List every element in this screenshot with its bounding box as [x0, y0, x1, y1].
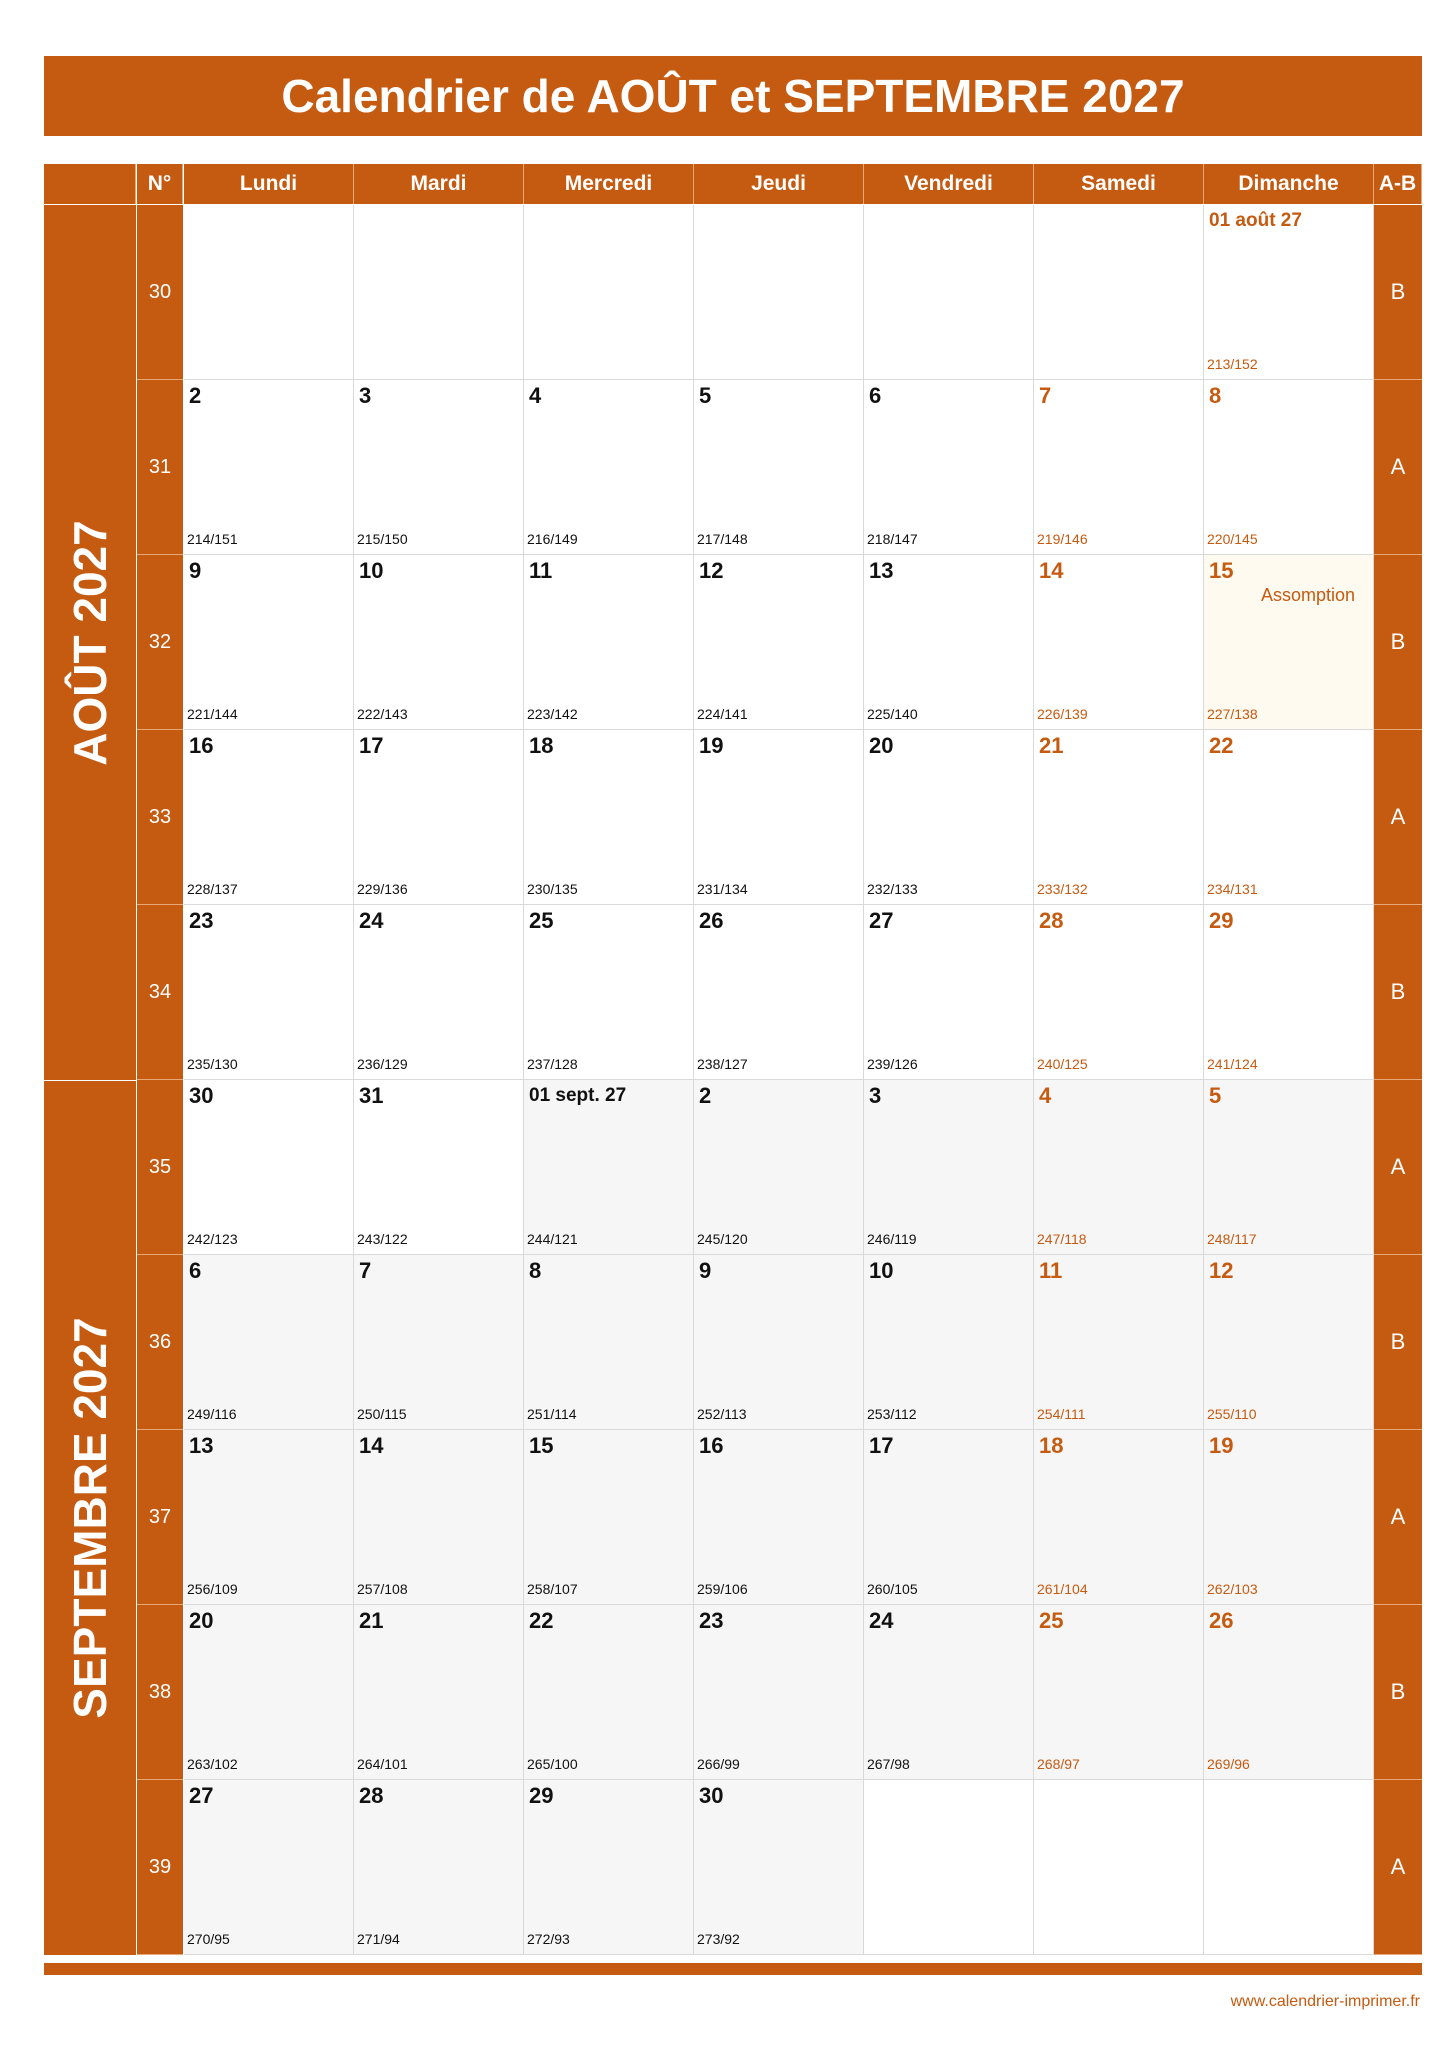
day-number: 30 [189, 1083, 214, 1108]
day-of-year: 262/103 [1207, 1581, 1258, 1597]
day-of-year: 226/139 [1037, 706, 1088, 722]
day-cell[interactable] [1204, 380, 1374, 555]
day-number: 11 [529, 558, 553, 583]
week-number: 34 [137, 905, 183, 1080]
day-cell [864, 1780, 1034, 1955]
day-cell[interactable] [184, 1605, 354, 1780]
day-of-year: 228/137 [187, 881, 238, 897]
day-number: 7 [1039, 383, 1052, 408]
day-cell[interactable] [524, 1255, 694, 1430]
day-of-year: 239/126 [867, 1056, 918, 1072]
day-cell[interactable] [1204, 1080, 1374, 1255]
day-cell [864, 205, 1034, 380]
day-cell[interactable] [354, 905, 524, 1080]
day-of-year: 264/101 [357, 1756, 408, 1772]
day-cell[interactable] [1204, 905, 1374, 1080]
week-number: 38 [137, 1605, 183, 1780]
week-number: 39 [137, 1780, 183, 1955]
day-of-year: 215/150 [357, 531, 408, 547]
day-of-year: 267/98 [867, 1756, 910, 1772]
day-number: 4 [1039, 1083, 1052, 1108]
day-cell [694, 205, 864, 380]
day-number: 15 [1209, 558, 1234, 583]
day-cell [184, 205, 354, 380]
day-number: 30 [699, 1783, 724, 1808]
day-number: 16 [699, 1433, 724, 1458]
day-of-year: 238/127 [697, 1056, 748, 1072]
day-cell[interactable] [1034, 1605, 1204, 1780]
day-cell[interactable] [694, 555, 864, 730]
day-of-year: 220/145 [1207, 531, 1258, 547]
day-cell[interactable] [354, 380, 524, 555]
day-of-year: 269/96 [1207, 1756, 1250, 1772]
day-of-year: 216/149 [527, 531, 578, 547]
day-number: 18 [529, 733, 554, 758]
day-cell[interactable] [1034, 1255, 1204, 1430]
day-number: 10 [869, 1258, 894, 1283]
day-number: 16 [189, 733, 214, 758]
day-of-year: 273/92 [697, 1931, 740, 1947]
week-ab-label: B [1374, 205, 1422, 380]
day-number: 29 [1209, 908, 1234, 933]
day-number: 19 [1209, 1433, 1234, 1458]
day-of-year: 258/107 [527, 1581, 578, 1597]
day-of-year: 240/125 [1037, 1056, 1088, 1072]
week-number: 36 [137, 1255, 183, 1430]
day-number: 6 [189, 1258, 202, 1283]
day-of-year: 265/100 [527, 1756, 578, 1772]
day-cell[interactable] [864, 905, 1034, 1080]
day-number: 25 [1039, 1608, 1064, 1633]
week-number: 32 [137, 555, 183, 730]
day-of-year: 271/94 [357, 1931, 400, 1947]
day-cell[interactable] [354, 1780, 524, 1955]
week-ab-label: B [1374, 905, 1422, 1080]
day-cell[interactable] [1204, 730, 1374, 905]
month-label-august [44, 205, 136, 1080]
week-number: 33 [137, 730, 183, 905]
day-cell[interactable] [1034, 380, 1204, 555]
calendar-title: Calendrier de AOÛT et SEPTEMBRE 2027 [44, 56, 1422, 136]
day-number: 13 [869, 558, 894, 583]
day-cell[interactable] [354, 1080, 524, 1255]
day-cell [524, 205, 694, 380]
day-number: 7 [359, 1258, 372, 1283]
holiday-name: Assomption [1260, 585, 1355, 605]
day-cell[interactable] [524, 380, 694, 555]
header-day-2: Mercredi [524, 164, 694, 204]
day-of-year: 227/138 [1207, 706, 1258, 722]
day-cell[interactable] [864, 730, 1034, 905]
day-number: 5 [699, 383, 712, 408]
day-of-year: 233/132 [1037, 881, 1088, 897]
day-of-year: 261/104 [1037, 1581, 1088, 1597]
week-ab-label: B [1374, 1255, 1422, 1430]
day-cell [1034, 1780, 1204, 1955]
day-number: 23 [189, 908, 214, 933]
day-of-year: 256/109 [187, 1581, 238, 1597]
day-of-year: 249/116 [187, 1406, 237, 1422]
day-cell[interactable] [864, 1430, 1034, 1605]
day-number: 3 [869, 1083, 882, 1108]
day-cell[interactable] [184, 905, 354, 1080]
day-number: 23 [699, 1608, 724, 1633]
week-number: 30 [137, 205, 183, 380]
day-cell[interactable] [694, 1430, 864, 1605]
day-cell[interactable] [694, 1605, 864, 1780]
header-blank [44, 164, 136, 204]
day-number: 12 [1209, 1258, 1234, 1283]
day-cell[interactable] [694, 1255, 864, 1430]
day-number: 9 [189, 558, 202, 583]
day-number: 01 août 27 [1209, 210, 1302, 231]
day-cell[interactable] [694, 1780, 864, 1955]
day-cell[interactable] [184, 555, 354, 730]
day-number: 24 [869, 1608, 894, 1633]
day-of-year: 223/142 [527, 706, 578, 722]
day-cell[interactable] [864, 1080, 1034, 1255]
day-cell [354, 205, 524, 380]
day-cell[interactable] [524, 730, 694, 905]
day-number: 28 [359, 1783, 384, 1808]
day-of-year: 263/102 [187, 1756, 238, 1772]
day-cell[interactable] [694, 1080, 864, 1255]
day-of-year: 224/141 [697, 706, 748, 722]
month-label-text: AOÛT 2027 [64, 519, 116, 766]
day-of-year: 260/105 [867, 1581, 918, 1597]
day-of-year: 218/147 [867, 531, 918, 547]
day-number: 6 [869, 383, 882, 408]
day-cell[interactable] [184, 1430, 354, 1605]
day-of-year: 236/129 [357, 1056, 408, 1072]
day-cell[interactable] [1204, 555, 1374, 730]
day-cell[interactable] [184, 730, 354, 905]
day-number: 20 [189, 1608, 214, 1633]
day-of-year: 251/114 [527, 1406, 577, 1422]
day-of-year: 213/152 [1207, 356, 1258, 372]
week-ab-label: B [1374, 1605, 1422, 1780]
day-of-year: 222/143 [357, 706, 408, 722]
day-cell[interactable] [1034, 1430, 1204, 1605]
day-number: 11 [1039, 1258, 1063, 1283]
day-cell[interactable] [1034, 730, 1204, 905]
bottom-bar [44, 1963, 1422, 1975]
day-cell[interactable] [1204, 205, 1374, 380]
day-of-year: 234/131 [1207, 881, 1258, 897]
day-number: 31 [359, 1083, 384, 1108]
day-number: 24 [359, 908, 384, 933]
day-of-year: 231/134 [697, 881, 748, 897]
day-of-year: 221/144 [187, 706, 238, 722]
day-cell[interactable] [694, 730, 864, 905]
day-number: 22 [529, 1608, 554, 1633]
day-number: 8 [529, 1258, 542, 1283]
day-cell[interactable] [864, 380, 1034, 555]
day-cell [1204, 1780, 1374, 1955]
day-number: 18 [1039, 1433, 1064, 1458]
day-cell[interactable] [694, 905, 864, 1080]
day-cell[interactable] [354, 1605, 524, 1780]
month-label-text: SEPTEMBRE 2027 [64, 1317, 116, 1719]
day-of-year: 237/128 [527, 1056, 578, 1072]
day-of-year: 248/117 [1207, 1231, 1257, 1247]
day-of-year: 230/135 [527, 881, 578, 897]
day-of-year: 241/124 [1207, 1056, 1258, 1072]
day-number: 19 [699, 733, 724, 758]
day-number: 14 [1039, 558, 1064, 583]
day-of-year: 219/146 [1037, 531, 1088, 547]
day-number: 26 [1209, 1608, 1234, 1633]
day-number: 12 [699, 558, 724, 583]
week-ab-label: A [1374, 1080, 1422, 1255]
week-ab-label: A [1374, 1430, 1422, 1605]
day-cell[interactable] [1034, 905, 1204, 1080]
day-number: 13 [189, 1433, 214, 1458]
day-of-year: 214/151 [187, 531, 238, 547]
day-cell[interactable] [524, 1605, 694, 1780]
day-number: 17 [359, 733, 384, 758]
day-number: 4 [529, 383, 542, 408]
day-cell[interactable] [184, 1255, 354, 1430]
day-of-year: 245/120 [697, 1231, 748, 1247]
day-cell[interactable] [184, 380, 354, 555]
day-of-year: 229/136 [357, 881, 408, 897]
week-ab-label: A [1374, 730, 1422, 905]
day-number: 8 [1209, 383, 1222, 408]
day-of-year: 246/119 [867, 1231, 917, 1247]
day-of-year: 232/133 [867, 881, 918, 897]
header-day-0: Lundi [184, 164, 354, 204]
day-of-year: 244/121 [527, 1231, 578, 1247]
day-of-year: 272/93 [527, 1931, 570, 1947]
day-of-year: 250/115 [357, 1406, 407, 1422]
day-number: 25 [529, 908, 554, 933]
day-of-year: 266/99 [697, 1756, 740, 1772]
day-of-year: 255/110 [1207, 1406, 1257, 1422]
day-cell[interactable] [524, 905, 694, 1080]
week-number: 35 [137, 1080, 183, 1255]
day-cell[interactable] [1034, 1080, 1204, 1255]
day-number: 26 [699, 908, 724, 933]
day-of-year: 270/95 [187, 1931, 230, 1947]
header-day-1: Mardi [354, 164, 524, 204]
day-number: 27 [869, 908, 894, 933]
day-cell[interactable] [524, 1080, 694, 1255]
day-number: 17 [869, 1433, 894, 1458]
day-cell[interactable] [864, 555, 1034, 730]
week-ab-label: B [1374, 555, 1422, 730]
day-of-year: 254/111 [1037, 1406, 1086, 1422]
day-of-year: 268/97 [1037, 1756, 1080, 1772]
header-day-6: Dimanche [1204, 164, 1374, 204]
footer-website[interactable]: www.calendrier-imprimer.fr [1230, 1993, 1420, 2010]
day-cell[interactable] [1204, 1255, 1374, 1430]
day-of-year: 225/140 [867, 706, 918, 722]
day-cell[interactable] [354, 555, 524, 730]
day-number: 10 [359, 558, 384, 583]
header-day-4: Vendredi [864, 164, 1034, 204]
day-of-year: 242/123 [187, 1231, 238, 1247]
day-cell[interactable] [354, 730, 524, 905]
day-of-year: 235/130 [187, 1056, 238, 1072]
day-cell[interactable] [524, 555, 694, 730]
day-number: 01 sept. 27 [529, 1085, 627, 1106]
day-number: 3 [359, 383, 372, 408]
day-cell[interactable] [694, 380, 864, 555]
day-number: 14 [359, 1433, 384, 1458]
day-cell[interactable] [1034, 555, 1204, 730]
day-number: 20 [869, 733, 894, 758]
day-cell[interactable] [354, 1255, 524, 1430]
day-cell[interactable] [184, 1780, 354, 1955]
day-cell[interactable] [864, 1605, 1034, 1780]
header-ab: A-B [1374, 164, 1422, 204]
day-of-year: 217/148 [697, 531, 748, 547]
day-cell[interactable] [524, 1780, 694, 1955]
day-of-year: 247/118 [1037, 1231, 1087, 1247]
day-number: 29 [529, 1783, 554, 1808]
day-number: 27 [189, 1783, 214, 1808]
day-of-year: 253/112 [867, 1406, 917, 1422]
day-number: 15 [529, 1433, 554, 1458]
week-number: 31 [137, 380, 183, 555]
month-label-september [44, 1081, 136, 1955]
day-number: 9 [699, 1258, 712, 1283]
header-day-3: Jeudi [694, 164, 864, 204]
week-number: 37 [137, 1430, 183, 1605]
day-number: 28 [1039, 908, 1064, 933]
day-number: 2 [189, 383, 202, 408]
header-day-5: Samedi [1034, 164, 1204, 204]
day-cell[interactable] [864, 1255, 1034, 1430]
day-cell[interactable] [354, 1430, 524, 1605]
day-number: 2 [699, 1083, 712, 1108]
day-cell[interactable] [184, 1080, 354, 1255]
day-cell [1034, 205, 1204, 380]
week-ab-label: A [1374, 1780, 1422, 1955]
header-week-number: N° [137, 164, 183, 204]
day-number: 21 [1039, 733, 1064, 758]
day-cell[interactable] [1204, 1605, 1374, 1780]
day-of-year: 259/106 [697, 1581, 748, 1597]
week-ab-label: A [1374, 380, 1422, 555]
day-number: 22 [1209, 733, 1234, 758]
day-of-year: 243/122 [357, 1231, 408, 1247]
day-number: 21 [359, 1608, 384, 1633]
day-cell[interactable] [1204, 1430, 1374, 1605]
day-of-year: 252/113 [697, 1406, 747, 1422]
day-cell[interactable] [524, 1430, 694, 1605]
day-number: 5 [1209, 1083, 1222, 1108]
day-of-year: 257/108 [357, 1581, 408, 1597]
